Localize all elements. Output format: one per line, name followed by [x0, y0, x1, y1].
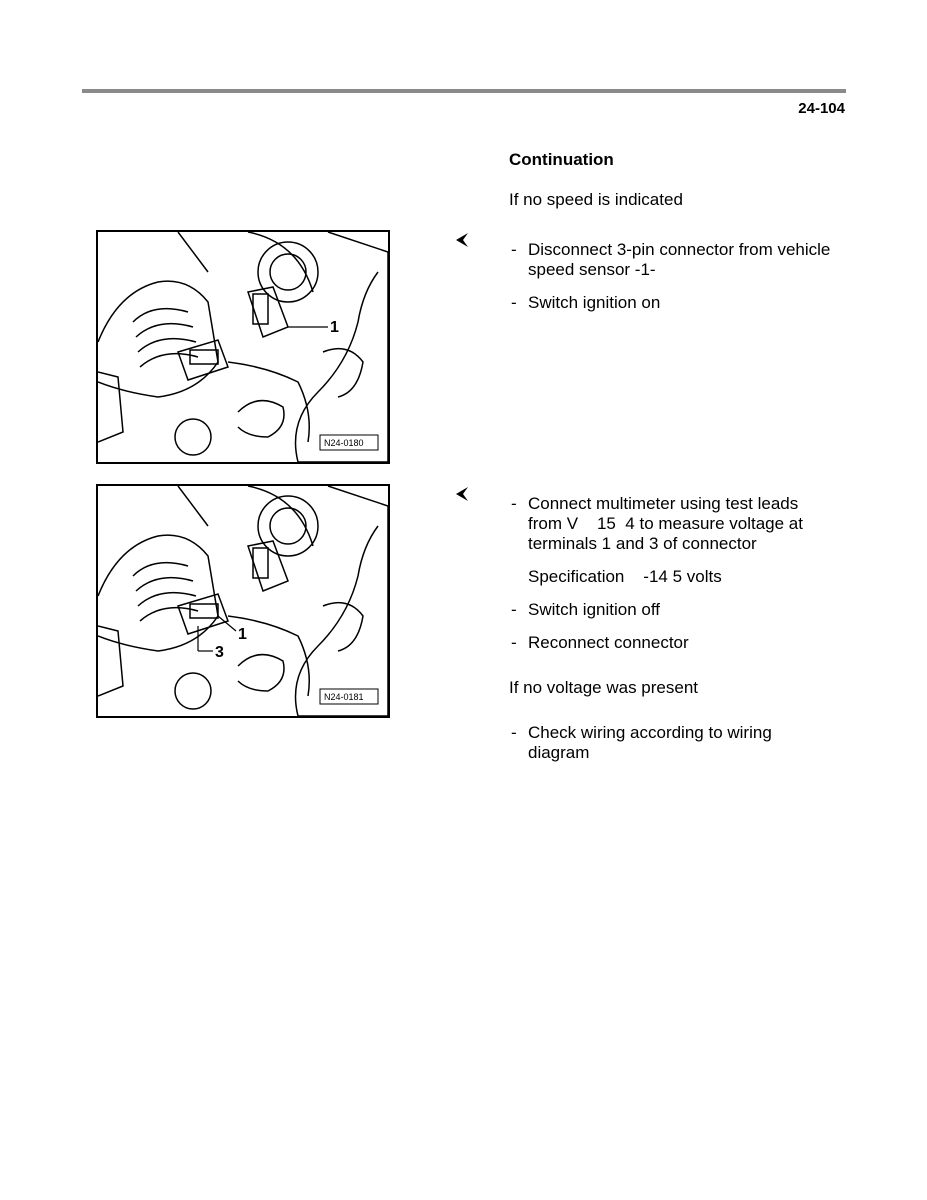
bullet-dash: - — [511, 240, 517, 259]
bullet-dash: - — [511, 600, 517, 619]
bullet-dash: - — [511, 723, 517, 742]
figure-code-1: N24-0180 — [324, 438, 364, 448]
figure-code-2: N24-0181 — [324, 692, 364, 702]
engine-illustration-1 — [98, 232, 388, 462]
step-text: Switch ignition on — [528, 293, 661, 312]
specification-text: Specification -14 5 volts — [528, 567, 722, 586]
bullet-dash: - — [511, 293, 517, 312]
step-connect-multimeter — [511, 494, 831, 554]
callout-1: 1 — [330, 319, 339, 336]
engine-illustration-2 — [98, 486, 388, 716]
step-text: Check wiring according to wiring diagram — [528, 723, 772, 762]
step-check-wiring — [511, 723, 811, 763]
step-reconnect — [511, 633, 841, 653]
left-pointer-arrow-icon — [454, 486, 472, 502]
step-text: Switch ignition off — [528, 600, 660, 619]
step-text: Disconnect 3-pin connector from vehicle speed sensor -1- — [528, 240, 831, 279]
left-pointer-arrow-icon — [454, 232, 472, 248]
callout-3: 3 — [215, 644, 224, 661]
bullet-dash: - — [511, 633, 517, 652]
figure-connector-disconnect — [96, 230, 390, 464]
callout-1: 1 — [238, 626, 247, 643]
page-number: 24-104 — [798, 100, 845, 117]
condition-text-2: If no voltage was present — [509, 678, 699, 697]
step-text: Connect multimeter using test leads from V 15 4 to measure voltage at terminals 1 and 3 of connector — [528, 494, 808, 553]
header-rule — [82, 89, 846, 93]
figure-multimeter-connection — [96, 484, 390, 718]
step-ignition-off — [511, 600, 841, 620]
condition-text-1: If no speed is indicated — [509, 190, 683, 209]
bullet-dash: - — [511, 494, 517, 513]
step-text: Reconnect connector — [528, 633, 689, 652]
section-title: Continuation — [509, 150, 614, 169]
step-ignition-on — [511, 293, 841, 313]
step-disconnect — [511, 240, 841, 280]
